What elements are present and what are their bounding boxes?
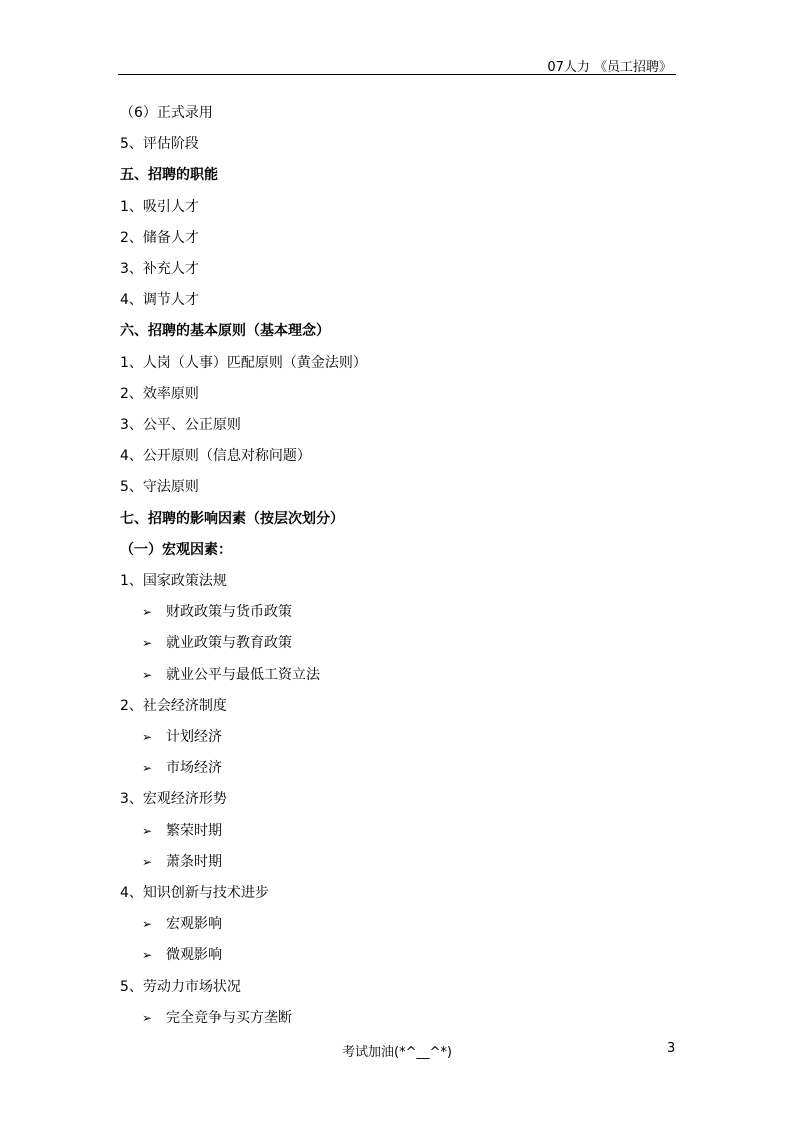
arrow-bullet-icon: ➢ bbox=[142, 824, 153, 838]
arrow-bullet-icon: ➢ bbox=[142, 605, 153, 619]
arrow-bullet-icon: ➢ bbox=[142, 855, 153, 869]
section-heading: （一）宏观因素： bbox=[120, 542, 232, 558]
bullet-item-text: 繁荣时期 bbox=[166, 823, 222, 839]
bullet-item bbox=[142, 822, 222, 840]
list-item: 2、社会经济制度 bbox=[120, 698, 227, 714]
list-item: 1、人岗（人事）匹配原则（黄金法则） bbox=[120, 355, 367, 371]
list-item: 1、吸引人才 bbox=[120, 199, 199, 215]
list-item: 4、调节人才 bbox=[120, 292, 199, 308]
list-item: 2、储备人才 bbox=[120, 230, 199, 246]
bullet-item-text: 计划经济 bbox=[166, 729, 222, 745]
bullet-item-text: 宏观影响 bbox=[166, 916, 222, 932]
bullet-item bbox=[142, 728, 222, 746]
bullet-item-text: 萧条时期 bbox=[166, 854, 222, 870]
bullet-item-text: 完全竞争与买方垄断 bbox=[166, 1010, 292, 1026]
list-item: 5、评估阶段 bbox=[120, 136, 199, 152]
list-item: 4、知识创新与技术进步 bbox=[120, 885, 269, 901]
bullet-item bbox=[142, 853, 222, 871]
bullet-item-text: 市场经济 bbox=[166, 760, 222, 776]
arrow-bullet-icon: ➢ bbox=[142, 917, 153, 931]
bullet-item-text: 就业公平与最低工资立法 bbox=[166, 667, 320, 683]
arrow-bullet-icon: ➢ bbox=[142, 636, 153, 650]
arrow-bullet-icon: ➢ bbox=[142, 1011, 153, 1025]
page-footer: 考试加油(*^__^*) bbox=[342, 1045, 452, 1060]
list-item: 5、守法原则 bbox=[120, 479, 199, 495]
arrow-bullet-icon: ➢ bbox=[142, 730, 153, 744]
bullet-item bbox=[142, 759, 222, 777]
bullet-item bbox=[142, 946, 222, 964]
bullet-item-text: 就业政策与教育政策 bbox=[166, 635, 292, 651]
bullet-item bbox=[142, 915, 222, 933]
section-heading: 六、招聘的基本原则（基本理念） bbox=[120, 323, 330, 339]
bullet-item bbox=[142, 634, 292, 652]
section-heading: 五、招聘的职能 bbox=[120, 167, 218, 183]
list-item: 1、国家政策法规 bbox=[120, 573, 227, 589]
list-item: 3、宏观经济形势 bbox=[120, 791, 227, 807]
bullet-item-text: 微观影响 bbox=[166, 947, 222, 963]
list-item: 4、公开原则（信息对称问题） bbox=[120, 448, 311, 464]
page-header: 07人力 《员工招聘》 bbox=[547, 60, 672, 75]
list-item: 2、效率原则 bbox=[120, 386, 199, 402]
page-number: 3 bbox=[667, 1041, 676, 1056]
arrow-bullet-icon: ➢ bbox=[142, 668, 153, 682]
arrow-bullet-icon: ➢ bbox=[142, 761, 153, 775]
bullet-item bbox=[142, 1009, 292, 1027]
header-rule bbox=[118, 74, 676, 75]
section-heading: 七、招聘的影响因素（按层次划分） bbox=[120, 511, 344, 527]
list-item: 5、劳动力市场状况 bbox=[120, 979, 241, 995]
bullet-item bbox=[142, 666, 320, 684]
list-item: （6）正式录用 bbox=[120, 105, 213, 121]
list-item: 3、补充人才 bbox=[120, 261, 199, 277]
bullet-item-text: 财政政策与货币政策 bbox=[166, 604, 292, 620]
bullet-item bbox=[142, 603, 292, 621]
arrow-bullet-icon: ➢ bbox=[142, 948, 153, 962]
list-item: 3、公平、公正原则 bbox=[120, 417, 241, 433]
